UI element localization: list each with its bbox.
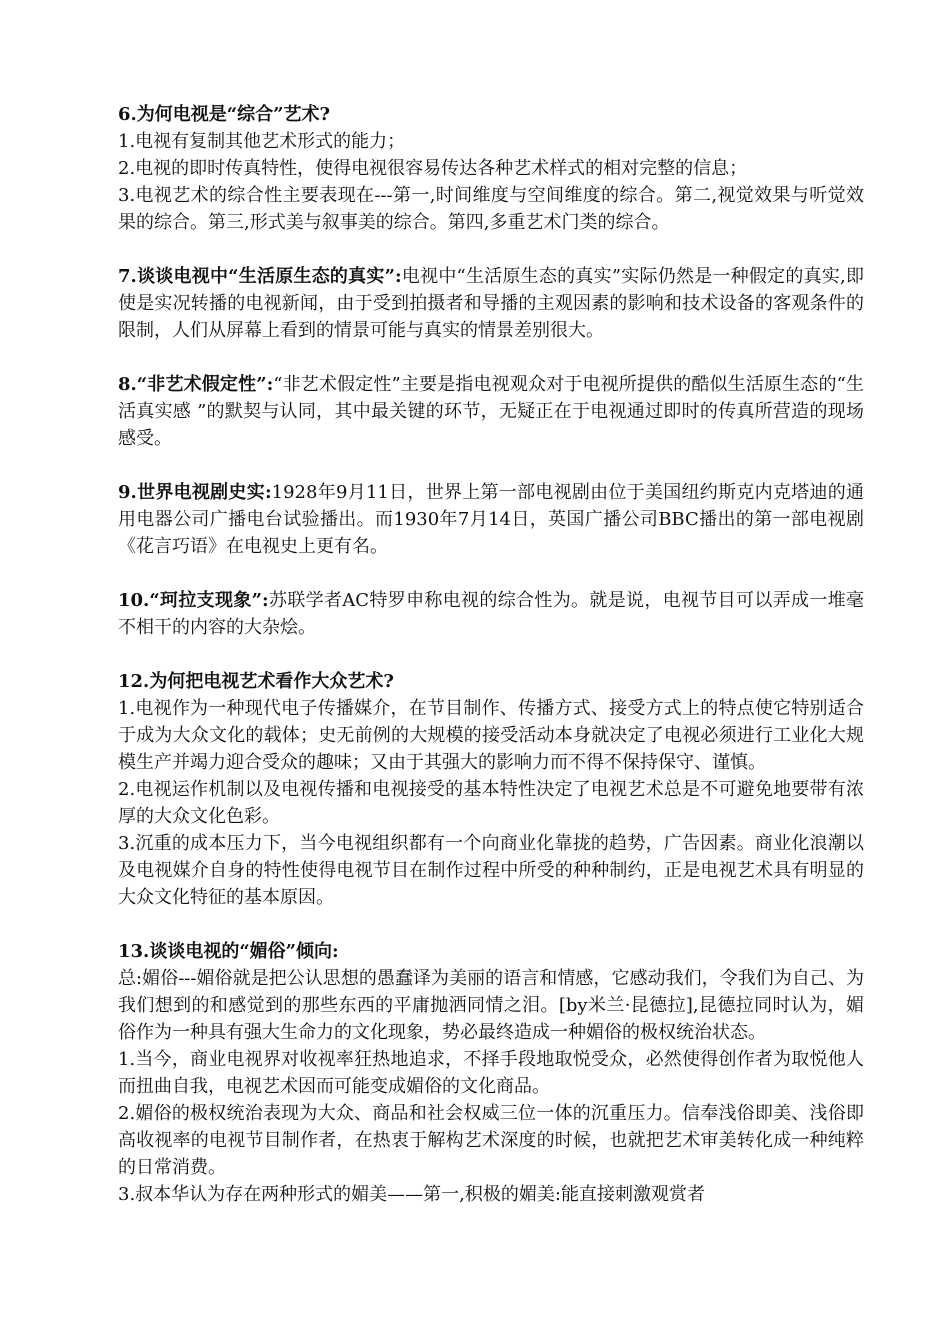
paragraph: 3.沉重的成本压力下，当今电视组织都有一个向商业化靠拢的趋势，广告因素。商业化浪潮以及电视媒介自身的特性使得电视节目在制作过程中所受的种种制约，正是电视艺术具有明显的大众文化特征的基本原因。 xyxy=(118,833,864,908)
paragraph-lead: 8.“非艺术假定性”: xyxy=(118,374,274,395)
paragraph-text: 1928年9月11日，世界上第一部电视剧由位于美国纽约斯克内克塔迪的通用电器公司广播电台试验播出。而1930年7月14日，英国广播公司BBC播出的第一部电视剧《花言巧语》在电视史上更有名。 xyxy=(118,482,864,557)
section-heading: 13.谈谈电视的“媚俗”倾向: xyxy=(118,941,339,962)
section-12 xyxy=(118,668,864,911)
section-10 xyxy=(118,587,864,641)
section-13 xyxy=(118,938,864,1208)
paragraph: 3.叔本华认为存在两种形式的媚美——第一,积极的媚美:能直接刺激观赏者 xyxy=(118,1184,705,1205)
paragraph-lead: 7.谈谈电视中“生活原生态的真实”: xyxy=(118,266,402,287)
paragraph-lead: 9.世界电视剧史实: xyxy=(118,482,272,503)
paragraph: 1.电视作为一种现代电子传播媒介，在节目制作、传播方式、接受方式上的特点使它特别适合于成为大众文化的载体；史无前例的大规模的接受活动本身就决定了电视必须进行工业化大规模生产并竭力迎合受众的趣味；又由于其强大的影响力而不得不保持保守、谨慎。 xyxy=(118,698,864,773)
paragraph xyxy=(118,479,864,560)
paragraph: 2.媚俗的极权统治表现为大众、商品和社会权威三位一体的沉重压力。信奉浅俗即美、浅俗即高收视率的电视节目制作者，在热衷于解构艺术深度的时候，也就把艺术审美转化成一种纯粹的日常消费。 xyxy=(118,1103,864,1178)
paragraph-text: 电视中“生活原生态的真实”实际仍然是一种假定的真实,即使是实况转播的电视新闻，由于受到拍摄者和导播的主观因素的影响和技术设备的客观条件的限制，人们从屏幕上看到的情景可能与真实的情景差别很大。 xyxy=(118,266,864,341)
paragraph-text: 苏联学者AC特罗申称电视的综合性为。就是说，电视节目可以弄成一堆毫不相干的内容的大杂烩。 xyxy=(118,590,864,638)
section-9 xyxy=(118,479,864,560)
paragraph: 总:媚俗---媚俗就是把公认思想的愚蠢译为美丽的语言和情感，它感动我们，令我们为自己、为我们想到的和感觉到的那些东西的平庸抛洒同情之泪。[by米兰·昆德拉],昆德拉同时认为，媚俗作为一种具有强大生命力的文化现象，势必最终造成一种媚俗的极权统治状态。 xyxy=(118,968,864,1043)
paragraph-lead: 10.“珂拉支现象”: xyxy=(118,590,269,611)
paragraph-text: “非艺术假定性”主要是指电视观众对于电视所提供的酷似生活原生态的“生活真实感 ”的默契与认同，其中最关键的环节，无疑正在于电视通过即时的传真所营造的现场感受。 xyxy=(118,374,864,449)
paragraph: 2.电视运作机制以及电视传播和电视接受的基本特性决定了电视艺术总是不可避免地要带有浓厚的大众文化色彩。 xyxy=(118,779,864,827)
section-heading: 6.为何电视是“综合”艺术? xyxy=(118,104,331,125)
paragraph xyxy=(118,371,864,452)
paragraph: 1.当今，商业电视界对收视率狂热地追求，不择手段地取悦受众，必然使得创作者为取悦他人而扭曲自我，电视艺术因而可能变成媚俗的文化商品。 xyxy=(118,1049,864,1097)
paragraph: 2.电视的即时传真特性，使得电视很容易传达各种艺术样式的相对完整的信息； xyxy=(118,158,748,179)
paragraph: 1.电视有复制其他艺术形式的能力； xyxy=(118,131,406,152)
section-6 xyxy=(118,101,864,236)
paragraph xyxy=(118,587,864,641)
paragraph xyxy=(118,263,864,344)
paragraph: 3.电视艺术的综合性主要表现在---第一,时间维度与空间维度的综合。第二,视觉效果与听觉效果的综合。第三,形式美与叙事美的综合。第四,多重艺术门类的综合。 xyxy=(118,185,864,233)
section-7 xyxy=(118,263,864,344)
document-page xyxy=(118,101,864,1208)
section-8 xyxy=(118,371,864,452)
section-heading: 12.为何把电视艺术看作大众艺术? xyxy=(118,671,394,692)
